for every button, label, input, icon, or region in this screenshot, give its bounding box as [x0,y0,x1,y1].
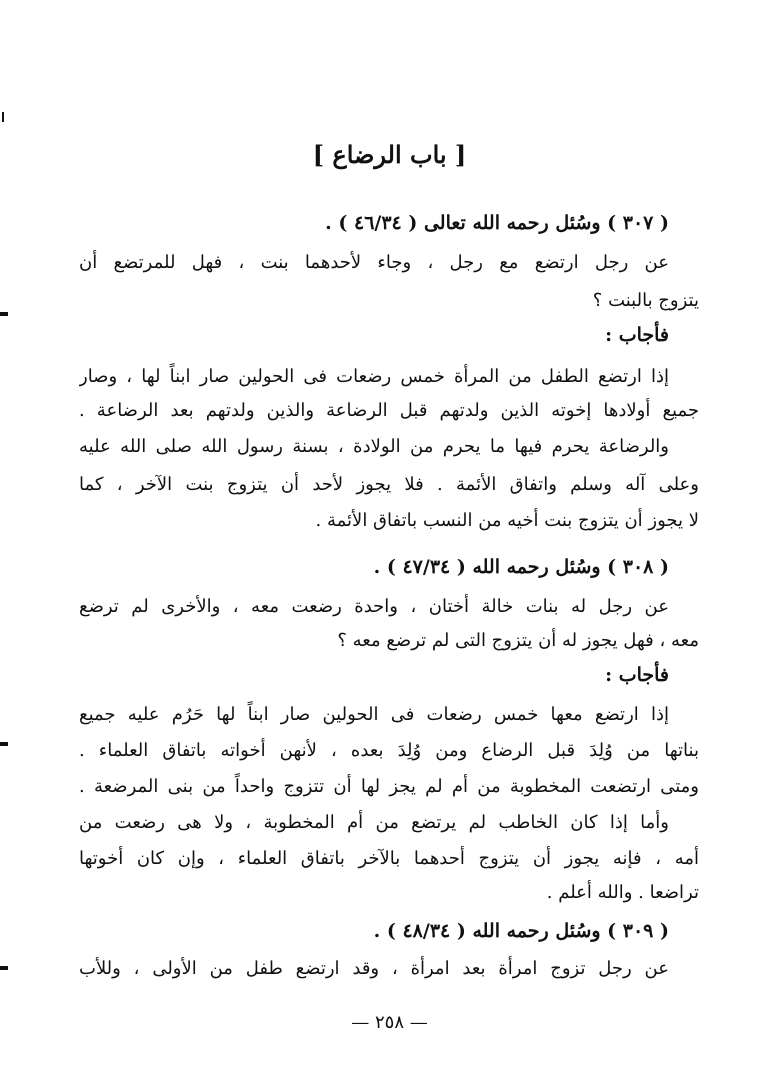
page-number: — ٢٥٨ — [351,1012,428,1033]
question-line: معه ، فهل يجوز له أن يتزوج التى لم ترضع معه ؟ [337,630,699,651]
section-heading: ( ٣٠٩ ) وسُئل رحمه الله ( ٤٨/٣٤ ) . [373,920,669,942]
scan-mark [0,312,8,316]
answer-line: بناتها من وُلِدَ قبل الرضاع ومن وُلِدَ بعده ، لأنهن أخواته باتفاق العلماء . [79,740,699,761]
question-line: يتزوج بالبنت ؟ [592,290,699,311]
scan-mark [0,966,8,970]
scan-mark [0,742,8,746]
question-line: عن رجل له بنات خالة أختان ، واحدة رضعت معه ، والأخرى لم ترضع [79,596,669,617]
answer-label: فأجاب : [605,324,669,346]
section-heading: ( ٣٠٧ ) وسُئل رحمه الله تعالى ( ٤٦/٣٤ ) . [325,212,669,234]
answer-line: تراضعا . والله أعلم . [546,882,699,903]
answer-line: وأما إذا كان الخاطب لم يرتضع من أم المخطوبة ، ولا هى رضعت من [79,812,669,833]
answer-line: جميع أولادها إخوته الذين ولدتهم قبل الرضاعة والذين ولدتهم بعد الرضاعة . [79,400,699,421]
chapter-title: [ باب الرضاع ] [312,140,467,169]
answer-line: أمه ، فإنه يجوز أن يتزوج أحدهما بالآخر باتفاق العلماء ، وإن كان أخوتها [79,848,699,869]
answer-line: وعلى آله وسلم واتفاق الأئمة . فلا يجوز لأحد أن يتزوج بنت الآخر ، كما [79,474,699,495]
scan-mark [2,112,4,122]
question-line: عن رجل تزوج امرأة بعد امرأة ، وقد ارتضع طفل من الأولى ، وللأب [79,958,669,979]
answer-line: لا يجوز أن يتزوج بنت أخيه من النسب باتفاق الأئمة . [315,510,699,531]
answer-line: إذا ارتضع الطفل من المرأة خمس رضعات فى الحولين صار ابناً لها ، وصار [79,366,669,387]
section-heading: ( ٣٠٨ ) وسُئل رحمه الله ( ٤٧/٣٤ ) . [373,556,669,578]
answer-label: فأجاب : [605,664,669,686]
answer-line: والرضاعة يحرم فيها ما يحرم من الولادة ، بسنة رسول الله صلى الله عليه [79,436,669,457]
question-line: عن رجل ارتضع مع رجل ، وجاء لأحدهما بنت ، فهل للمرتضع أن [79,252,669,273]
answer-line: ومتى ارتضعت المخطوبة من أم لم يجز لها أن تتزوج واحداً من بنى المرضعة . [79,776,699,797]
answer-line: إذا ارتضع معها خمس رضعات فى الحولين صار ابناً لها حَرُم عليه جميع [79,704,669,725]
